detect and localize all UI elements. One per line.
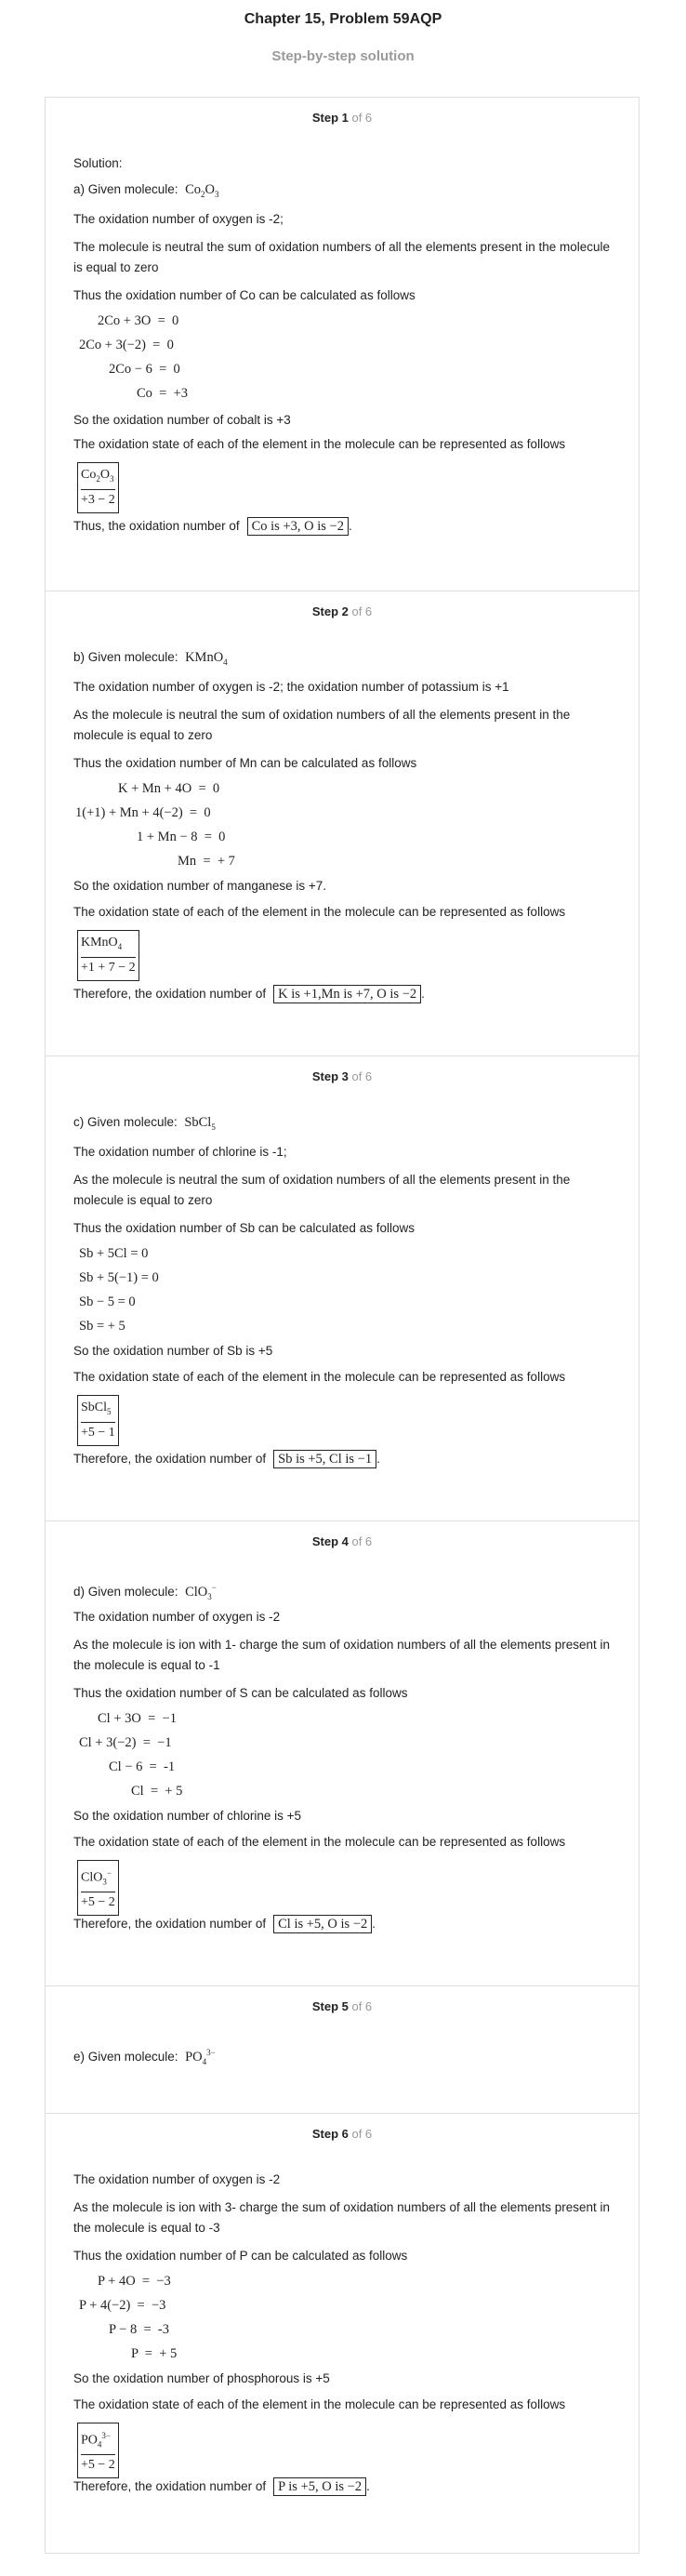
step-2 — [46, 591, 639, 1056]
step-3-line-4: So the oxidation number of Sb is +5 — [73, 1344, 273, 1358]
step-1-header: Step 1 of 6 — [311, 111, 373, 125]
step-6-line-1: The oxidation number of oxygen is -2 — [73, 2172, 281, 2186]
step-2-eq-3: 1 + Mn − 8 = 0 — [137, 830, 226, 844]
step-6-eq-4: P = + 5 — [131, 2346, 178, 2361]
oxidation-state-box-1: $Co_2O_3$ +3 − 2 — [77, 462, 119, 513]
answer-box-1: Co is +3, O is −2 — [247, 517, 349, 536]
step-2-line-1: The oxidation number of oxygen is -2; the oxidation number of potassium is +1 — [73, 680, 509, 694]
step-2-line-4: So the oxidation number of manganese is +7. — [73, 879, 327, 893]
step-4-eq-1: Cl + 3O = −1 — [98, 1711, 177, 1726]
step-1-eq-2: 2Co + 3(−2) = 0 — [79, 338, 174, 352]
step-2-eq-1: K + Mn + 4O = 0 — [118, 781, 220, 796]
step-3-eq-3: Sb − 5 = 0 — [79, 1295, 136, 1309]
step-5-header: Step 5 of 6 — [311, 1999, 373, 2013]
step-4-line-1: The oxidation number of oxygen is -2 — [73, 1610, 281, 1624]
step-6 — [46, 2114, 639, 2553]
step-4-line-2: As the molecule is ion with 1- charge the sum of oxidation numbers of all the elements present in the molecule is equal to -1 — [73, 1638, 611, 1672]
step-3-answer-line: Therefore, the oxidation number of Sb is +5, Cl is −1 . — [73, 1452, 380, 1467]
oxidation-state-box-2: KMnO$_4$ +1 + 7 − 2 — [77, 930, 139, 981]
step-6-header: Step 6 of 6 — [311, 2127, 373, 2141]
step-1 — [46, 98, 639, 591]
solution-label: Solution: — [73, 156, 123, 170]
step-2-line-3: Thus the oxidation number of Mn can be calculated as follows — [73, 756, 417, 770]
step-1-eq-3: 2Co − 6 = 0 — [109, 362, 180, 377]
answer-box-6: P is +5, O is −2 — [273, 2477, 366, 2496]
step-3-line-1: The oxidation number of chlorine is -1; — [73, 1145, 287, 1159]
step-6-eq-2: P + 4(−2) = −3 — [79, 2298, 166, 2313]
answer-box-3: Sb is +5, Cl is −1 — [273, 1450, 376, 1468]
step-2-line-5: The oxidation state of each of the element in the molecule can be represented as follows — [73, 905, 566, 919]
step-1-answer-line: Thus, the oxidation number of Co is +3, O is −2 . — [73, 519, 352, 534]
step-4-eq-2: Cl + 3(−2) = −1 — [79, 1735, 172, 1750]
step-6-eq-1: P + 4O = −3 — [98, 2274, 171, 2289]
step-4-eq-3: Cl − 6 = -1 — [109, 1759, 176, 1774]
step-4 — [46, 1521, 639, 1986]
step-6-answer-line: Therefore, the oxidation number of P is +5, O is −2 . — [73, 2479, 370, 2494]
step-2-eq-4: Mn = + 7 — [178, 854, 235, 869]
step-6-line-2: As the molecule is ion with 3- charge the sum of oxidation numbers of all the elements present in the molecule is equal to -3 — [73, 2200, 611, 2235]
step-4-answer-line: Therefore, the oxidation number of Cl is +5, O is −2 . — [73, 1917, 376, 1932]
step-2-line-2: As the molecule is neutral the sum of oxidation numbers of all the elements present in the molecule is equal to zero — [73, 708, 571, 742]
answer-box-2: K is +1,Mn is +7, O is −2 — [273, 985, 421, 1003]
step-4-line-5: The oxidation state of each of the element in the molecule can be represented as follows — [73, 1835, 566, 1849]
step-5 — [46, 1986, 639, 2114]
step-4-line-4: So the oxidation number of chlorine is +5 — [73, 1809, 302, 1823]
step-1-line-3: Thus the oxidation number of Co can be calculated as follows — [73, 288, 416, 302]
step-3-eq-2: Sb + 5(−1) = 0 — [79, 1270, 159, 1285]
step-1-eq-1: 2Co + 3O = 0 — [98, 313, 179, 328]
given-molecule-c: c) Given molecule: SbCl$_5$ — [73, 1115, 216, 1132]
step-2-eq-2: 1(+1) + Mn + 4(−2) = 0 — [75, 805, 211, 820]
step-3-eq-1: Sb + 5Cl = 0 — [79, 1246, 149, 1261]
step-3-line-2: As the molecule is neutral the sum of oxidation numbers of all the elements present in the molecule is equal to zero — [73, 1173, 571, 1207]
step-6-line-4: So the oxidation number of phosphorous is +5 — [73, 2371, 330, 2385]
page-subtitle: Step-by-step solution — [271, 48, 415, 64]
page-title: Chapter 15, Problem 59AQP — [244, 11, 442, 27]
step-3 — [46, 1056, 639, 1521]
given-molecule-b: b) Given molecule: KMnO$_4$ — [73, 650, 228, 667]
step-1-line-1: The oxidation number of oxygen is -2; — [73, 212, 284, 226]
step-1-eq-4: Co = +3 — [137, 386, 189, 401]
given-molecule-d: d) Given molecule: ClO$_3$− — [73, 1583, 217, 1601]
step-3-line-3: Thus the oxidation number of Sb can be calculated as follows — [73, 1221, 415, 1235]
step-2-answer-line: Therefore, the oxidation number of K is +1,Mn is +7, O is −2 . — [73, 987, 425, 1002]
step-6-line-5: The oxidation state of each of the element in the molecule can be represented as follows — [73, 2397, 566, 2411]
step-1-line-4: So the oxidation number of cobalt is +3 — [73, 413, 291, 427]
step-6-line-3: Thus the oxidation number of P can be calculated as follows — [73, 2249, 408, 2263]
step-4-eq-4: Cl = + 5 — [131, 1784, 183, 1799]
oxidation-state-box-3: SbCl$_5$ +5 − 1 — [77, 1395, 119, 1446]
step-4-line-3: Thus the oxidation number of S can be calculated as follows — [73, 1686, 408, 1700]
step-2-header: Step 2 of 6 — [311, 604, 373, 618]
step-3-line-5: The oxidation state of each of the element in the molecule can be represented as follows — [73, 1370, 566, 1384]
oxidation-state-box-4: ClO$_3$− +5 − 2 — [77, 1860, 119, 1916]
step-4-header: Step 4 of 6 — [311, 1534, 373, 1548]
answer-box-4: Cl is +5, O is −2 — [273, 1915, 372, 1933]
oxidation-state-box-6: $PO_4^{3-}$ +5 − 2 — [77, 2423, 119, 2478]
step-3-header: Step 3 of 6 — [311, 1069, 373, 1083]
given-molecule-a: a) Given molecule: $Co_2O_3$ — [73, 182, 219, 199]
given-molecule-e: e) Given molecule: $PO_4^{3-}$ — [73, 2048, 216, 2066]
step-1-line-2: The molecule is neutral the sum of oxidation numbers of all the elements present in the molecule is equal to zero — [73, 240, 611, 274]
step-6-eq-3: P − 8 = -3 — [109, 2322, 169, 2337]
step-1-line-5: The oxidation state of each of the element in the molecule can be represented as follows — [73, 437, 566, 451]
solution-container — [45, 97, 640, 2554]
step-3-eq-4: Sb = + 5 — [79, 1319, 125, 1334]
